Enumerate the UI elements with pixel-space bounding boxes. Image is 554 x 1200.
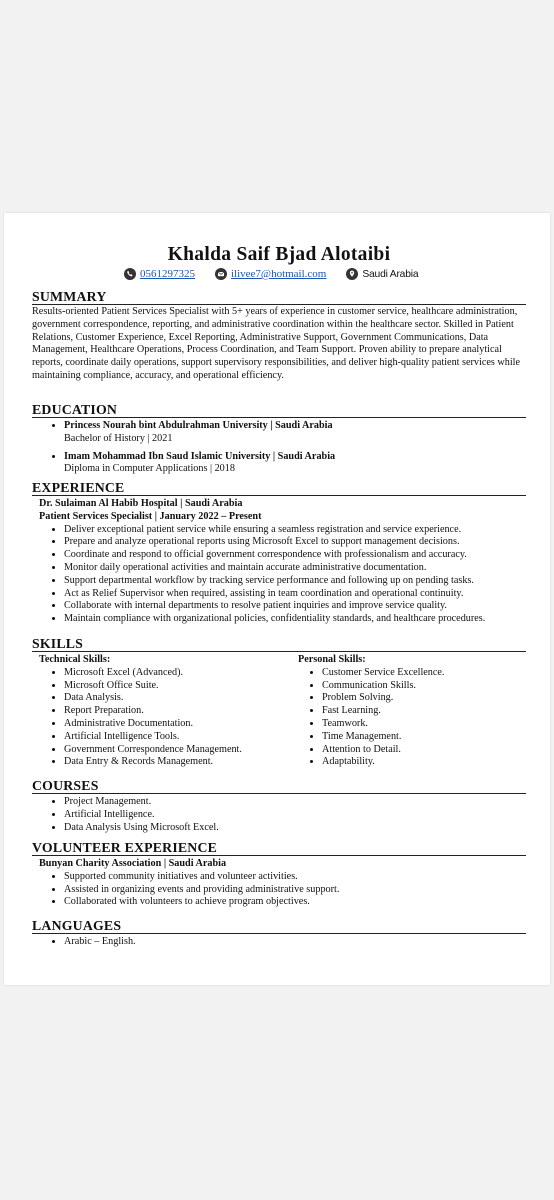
experience-bullets [32,524,526,626]
email-icon [215,268,227,280]
course-item: • Artificial Intelligence. [64,809,526,822]
education-item [64,451,526,477]
technical-skills [32,654,290,769]
phone-icon [124,268,136,280]
experience-bullet: • Prepare and analyze operational reports using Microsoft Excel to support management decisions. [64,536,526,549]
experience-bullet: • Deliver exceptional patient service while ensuring a seamless registration and service experience. [64,524,526,537]
experience-role: Patient Services Specialist | January 2022 – Present [39,510,262,522]
volunteer-item: • Supported community initiatives and volunteer activities. [64,871,526,884]
technical-skill: • Microsoft Excel (Advanced). [64,667,290,680]
experience-bullet: • Monitor daily operational activities and maintain accurate administrative documentation. [64,562,526,575]
personal-skill: • Teamwork. [322,718,526,731]
personal-skill: • Attention to Detail. [322,744,526,757]
volunteer-item: • Collaborated with volunteers to achieve program objectives. [64,896,526,909]
experience-employer: Dr. Sulaiman Al Habib Hospital | Saudi Arabia [39,498,243,509]
experience-bullet: • Collaborate with internal departments to resolve patient inquiries and improve service quality. [64,600,526,613]
contact-line [124,267,418,281]
technical-skills-heading: Technical Skills: [39,654,111,665]
technical-skill: • Microsoft Office Suite. [64,680,290,693]
personal-skill: • Communication Skills. [322,680,526,693]
personal-skill: • Time Management. [322,731,526,744]
experience-section [32,481,526,626]
location-pin-icon [346,268,358,280]
technical-skill: • Administrative Documentation. [64,718,290,731]
experience-bullet: • Maintain compliance with organizational policies, confidentiality standards, and healthcare procedures. [64,613,526,626]
course-item: • Project Management. [64,796,526,809]
skills-columns [32,654,526,769]
technical-skill: • Data Entry & Records Management. [64,756,290,769]
courses-list [32,796,526,834]
language-item: • Arabic – English. [64,936,526,949]
technical-skill: • Report Preparation. [64,705,290,718]
courses-section [32,779,526,834]
location-text: Saudi Arabia [362,268,419,280]
education-degree: Diploma in Computer Applications | 2018 [64,463,235,475]
phone-link[interactable]: 0561297325 [140,268,195,280]
languages-heading: LANGUAGES [32,919,526,934]
candidate-name: Khalda Saif Bjad Alotaibi [167,244,391,265]
email-link[interactable]: ilivee7@hotmail.com [231,268,327,280]
courses-heading: COURSES [32,779,526,794]
course-item: • Data Analysis Using Microsoft Excel. [64,822,526,835]
education-heading: EDUCATION [32,403,526,418]
skills-heading: SKILLS [32,637,526,652]
personal-skill: • Fast Learning. [322,705,526,718]
volunteer-section [32,841,526,909]
technical-skill: • Data Analysis. [64,692,290,705]
technical-skills-list [32,667,290,769]
summary-heading: SUMMARY [32,290,526,305]
technical-skill: • Artificial Intelligence Tools. [64,731,290,744]
experience-bullet: • Coordinate and respond to official government correspondence with professionalism and accuracy. [64,549,526,562]
education-school: • Imam Mohammad Ibn Saud Islamic University | Saudi Arabia [64,450,336,462]
volunteer-list [32,871,526,909]
volunteer-heading: VOLUNTEER EXPERIENCE [32,841,526,856]
education-list [32,420,526,476]
personal-skills [290,654,526,769]
languages-list [32,936,526,949]
summary-text: Results-oriented Patient Services Specialist with 5+ years of experience in customer service, healthcare administration, government correspondence, reporting, and administrative coordination within the healthcare sector. Skilled in Patient Relations, Customer Experience, Excel Reporting, Administrative Support, Government Communications, Data Management, Healthcare Operations, Process Coordination, and Team Support. Proven ability to prepare analytical reports, coordinate daily operations, support supervisory responsibilities, and deliver high-quality patient services while maintaining compliance, accuracy, and operational efficiency. [32,306,521,381]
education-item [64,420,526,446]
personal-skills-list [290,667,526,769]
resume-page [4,213,550,985]
education-section [32,403,526,476]
education-school: • Princess Nourah bint Abdulrahman University | Saudi Arabia [64,420,333,431]
personal-skill: • Problem Solving. [322,692,526,705]
personal-skill: • Customer Service Excellence. [322,667,526,680]
volunteer-item: • Assisted in organizing events and providing administrative support. [64,884,526,897]
languages-section [32,919,526,949]
volunteer-org: Bunyan Charity Association | Saudi Arabia [39,858,227,869]
personal-skills-heading: Personal Skills: [298,654,366,665]
experience-bullet: • Support departmental workflow by tracking service performance and following up on pending tasks. [64,575,526,588]
skills-section [32,637,526,769]
summary-section [32,290,526,383]
experience-bullet: • Act as Relief Supervisor when required, assisting in team coordination and operational continuity. [64,588,526,601]
personal-skill: • Adaptability. [322,756,526,769]
technical-skill: • Government Correspondence Management. [64,744,290,757]
experience-heading: EXPERIENCE [32,481,526,496]
education-degree: Bachelor of History | 2021 [64,432,173,444]
